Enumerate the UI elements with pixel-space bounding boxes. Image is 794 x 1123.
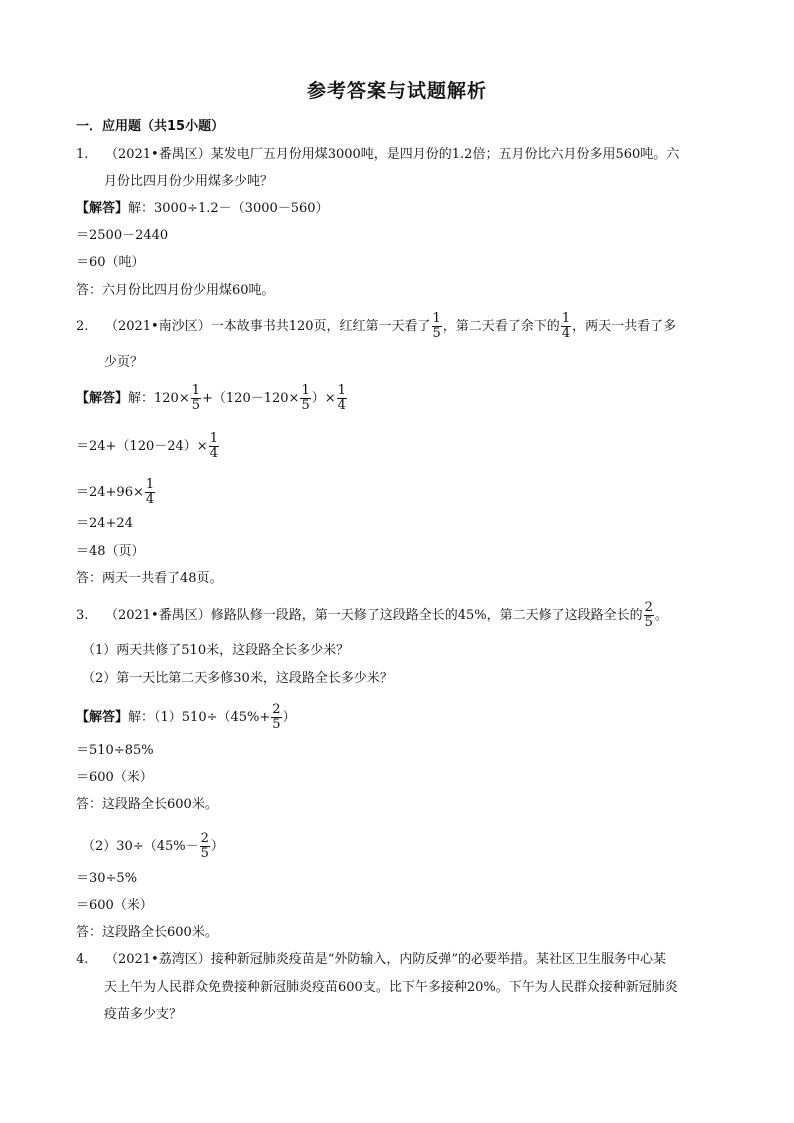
q2-text-b: ，第二天看了余下的	[442, 319, 560, 334]
q3-p2-step2: ＝30÷5%	[76, 871, 138, 886]
fraction	[337, 384, 347, 413]
q1-solution-line1	[76, 200, 329, 218]
q1-number: 1.	[76, 147, 89, 162]
fraction	[300, 384, 310, 413]
q3-line1	[76, 601, 668, 630]
q2-solution-line1	[76, 384, 348, 413]
q3-sub2: （2）第一天比第二天多修30米，这段路全长多少米？	[82, 671, 393, 686]
fraction-numerator: 1	[337, 383, 346, 398]
q2-step5: ＝48（页）	[76, 544, 145, 559]
q3-p1-step3: ＝600（米）	[76, 770, 153, 785]
q4-text-l1: （2021•荔湾区）接种新冠肺炎疫苗是“外防输入，内防反弹”的必要举措。某社区卫生服务中心某	[104, 952, 666, 967]
q3-text-b: 。	[654, 608, 668, 623]
q1-answer: 答：六月份比四月份少用煤60吨。	[76, 283, 275, 298]
q3-p1-step2: ＝510÷85%	[76, 743, 154, 758]
section-heading: 一．应用题（共15小题）	[76, 119, 225, 134]
q2-step2	[76, 432, 220, 461]
q4-number: 4.	[76, 952, 89, 967]
fraction-numerator: 1	[301, 383, 310, 398]
fraction-numerator: 1	[561, 311, 571, 326]
q3-p1-text-a: 解：（1）510÷（45%+	[128, 710, 271, 725]
q2-step3-text: ＝24+96×	[76, 485, 144, 500]
fraction-numerator: 2	[200, 831, 209, 846]
q1-line2: 月份比四月份少用煤多少吨？	[104, 174, 274, 189]
fraction-numerator: 2	[272, 702, 281, 717]
fraction-denominator: 4	[561, 326, 571, 341]
fraction-denominator: 5	[272, 717, 281, 732]
fraction	[432, 312, 442, 341]
fraction-denominator: 5	[644, 615, 653, 630]
q2-number: 2.	[76, 319, 89, 334]
fraction-denominator: 5	[191, 398, 201, 413]
fraction	[145, 478, 155, 507]
fraction	[644, 601, 654, 630]
fraction-numerator: 1	[145, 477, 155, 492]
fraction-numerator: 2	[644, 600, 653, 615]
answer-tag: 【解答】	[76, 201, 129, 216]
q2-step1-b: +（120－120×	[202, 391, 300, 406]
q2-line1	[76, 312, 676, 341]
fraction	[271, 703, 281, 732]
q2-text-a: （2021•南沙区）一本故事书共120页，红红第一天看了	[104, 319, 431, 334]
q1-line1	[76, 146, 679, 164]
q2-step1-c: ）×	[311, 391, 336, 406]
answer-tag: 【解答】	[76, 391, 129, 406]
q1-step1: 解：3000÷1.2－（3000－560）	[128, 201, 329, 216]
page-title: 参考答案与试题解析	[306, 80, 487, 102]
fraction-denominator: 5	[432, 326, 441, 341]
fraction-denominator: 4	[145, 492, 155, 507]
q3-p1-answer: 答：这段路全长600米。	[76, 797, 218, 812]
q3-p2-text-a: （2）30÷（45%－	[82, 839, 199, 854]
q3-p2-text-b: ）	[210, 839, 224, 854]
fraction-denominator: 4	[209, 446, 218, 461]
fraction-denominator: 5	[200, 846, 209, 861]
fraction-numerator: 1	[191, 383, 201, 398]
q2-step1-a: 解：120×	[128, 391, 190, 406]
q2-text-c: ，两天一共看了多	[572, 319, 677, 334]
q3-p2-step3: ＝600（米）	[76, 898, 153, 913]
fraction	[209, 432, 219, 461]
fraction-numerator: 1	[432, 311, 441, 326]
q3-p2-line1	[82, 832, 224, 861]
q2-step3	[76, 478, 156, 507]
q4-line1	[76, 951, 666, 969]
q3-solution-line1	[76, 703, 296, 732]
q3-sub1: （1）两天共修了510米，这段路全长多少米？	[82, 643, 350, 658]
fraction-denominator: 5	[301, 398, 310, 413]
fraction-denominator: 4	[337, 398, 346, 413]
q1-text: （2021•番禺区）某发电厂五月份用煤3000吨，是四月份的1.2倍；五月份比六月份多用560吨。六	[104, 147, 680, 162]
q3-number: 3.	[76, 608, 89, 623]
q4-line3: 疫苗多少支？	[104, 1007, 183, 1022]
q3-p1-text-b: ）	[282, 710, 296, 725]
q1-step2: ＝2500－2440	[76, 228, 169, 243]
q1-step3: ＝60（吨）	[76, 255, 145, 270]
q2-step2-text: ＝24+（120－24）×	[76, 439, 208, 454]
answer-tag: 【解答】	[76, 710, 129, 725]
q4-line2: 天上午为人民群众免费接种新冠肺炎疫苗600支。比下午多接种20%。下午为人民群众接种新冠肺炎	[104, 980, 678, 995]
q2-answer: 答：两天一共看了48页。	[76, 571, 223, 586]
q2-step4: ＝24+24	[76, 516, 133, 531]
fraction	[561, 312, 571, 341]
q3-text-a: （2021•番禺区）修路队修一段路，第一天修了这段路全长的45%，第二天修了这段路全长的	[104, 608, 643, 623]
q3-p2-answer: 答：这段路全长600米。	[76, 925, 218, 940]
fraction	[200, 832, 210, 861]
q2-line2: 少页？	[104, 355, 144, 370]
fraction-numerator: 1	[209, 431, 218, 446]
fraction	[191, 384, 201, 413]
